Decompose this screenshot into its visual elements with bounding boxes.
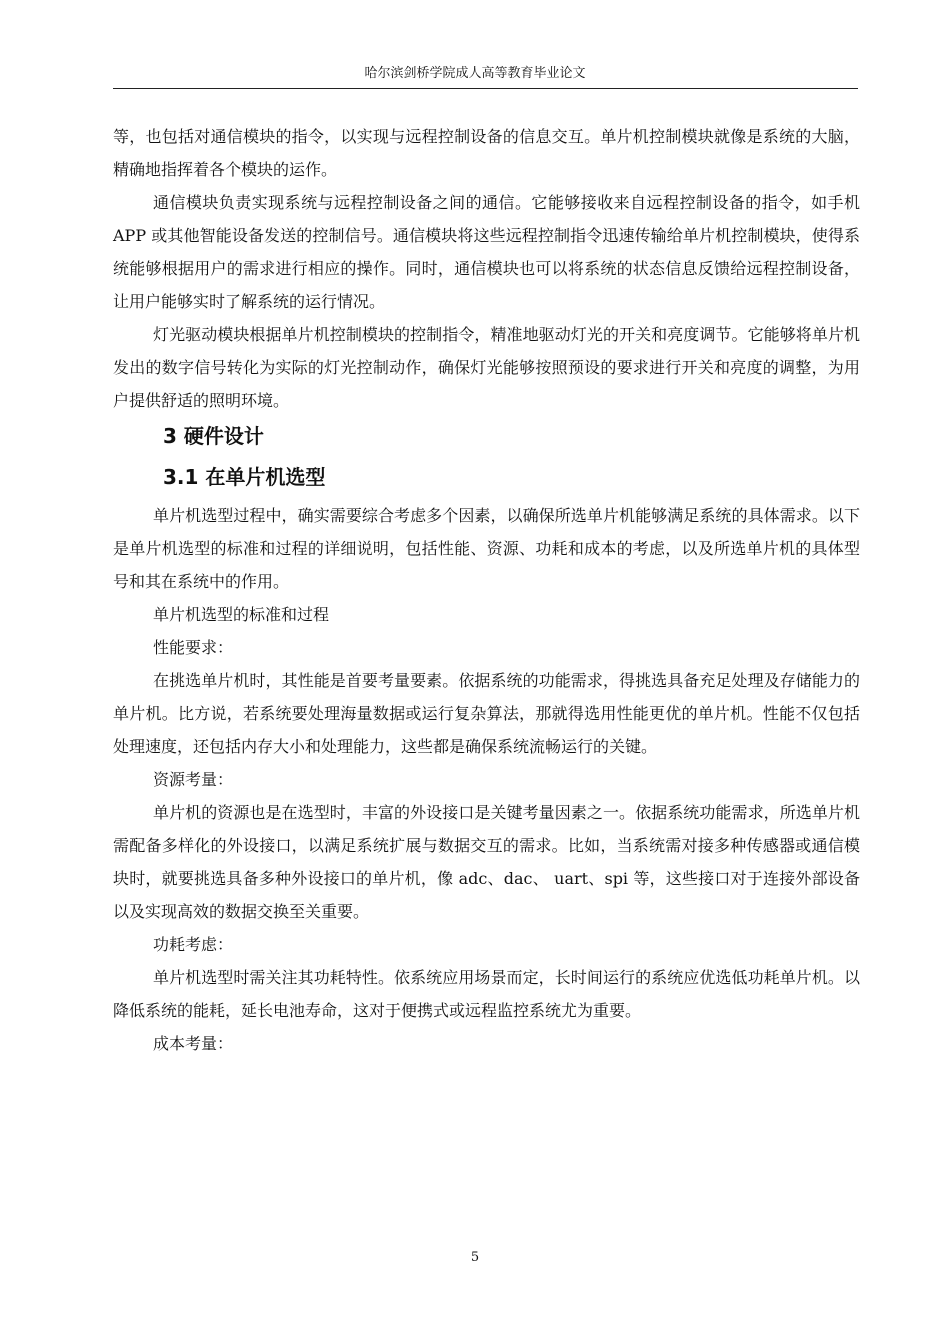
paragraph-performance: 在挑选单片机时，其性能是首要考量要素。依据系统的功能需求，得挑选具备充足处理及存储能力的单片机。比方说，若系统要处理海量数据或运行复杂算法，那就得选用性能更优的单片机。性能不仅包括处理速度，还包括内存大小和处理能力，这些都是确保系统流畅运行的关键。: [113, 671, 860, 756]
paragraph-mcu-selection-intro: 单片机选型过程中，确实需要综合考虑多个因素，以确保所选单片机能够满足系统的具体需求。以下是单片机选型的标准和过程的详细说明，包括性能、资源、功耗和成本的考虑，以及所选单片机的具体型号和其在系统中的作用。: [113, 506, 860, 591]
paragraph-resources: 单片机的资源也是在选型时，丰富的外设接口是关键考量因素之一。依据系统功能需求，所选单片机需配备多样化的外设接口，以满足系统扩展与数据交互的需求。比如，当系统需对接多种传感器或通信模块时，就要挑选具备多种外设接口的单片机，像 adc、dac、 uart、spi 等，这些接口对于连接外部设备以及实现高效的数据交换至关重要。: [113, 803, 860, 921]
page-header: 哈尔滨剑桥学院成人高等教育毕业论文: [364, 66, 586, 81]
paragraph-continuation: 等，也包括对通信模块的指令，以实现与远程控制设备的信息交互。单片机控制模块就像是系统的大脑，精确地指挥着各个模块的运作。: [113, 127, 860, 179]
paragraph-power: 单片机选型时需关注其功耗特性。依系统应用场景而定，长时间运行的系统应优选低功耗单片机。以降低系统的能耗，延长电池寿命，这对于便携式或远程监控系统尤为重要。: [113, 968, 860, 1020]
label-performance: 性能要求：: [153, 638, 234, 657]
label-resources: 资源考量：: [153, 770, 234, 789]
paragraph-light-driver-module: 灯光驱动模块根据单片机控制模块的控制指令，精准地驱动灯光的开关和亮度调节。它能够将单片机发出的数字信号转化为实际的灯光控制动作，确保灯光能够按照预设的要求进行开关和亮度的调整，为用户提供舒适的照明环境。: [113, 325, 860, 410]
label-cost: 成本考量：: [153, 1034, 234, 1053]
section-heading: 3 硬件设计: [163, 424, 264, 448]
label-selection-criteria: 单片机选型的标准和过程: [153, 605, 330, 624]
page-body: [113, 120, 860, 1060]
header-rule: [113, 88, 858, 89]
paragraph-communication-module: 通信模块负责实现系统与远程控制设备之间的通信。它能够接收来自远程控制设备的指令，如手机 APP 或其他智能设备发送的控制信号。通信模块将这些远程控制指令迅速传输给单片机控制模块，使得系统能够根据用户的需求进行相应的操作。同时，通信模块也可以将系统的状态信息反馈给远程控制设备，让用户能够实时了解系统的运行情况。: [113, 193, 860, 311]
label-power: 功耗考虑：: [153, 935, 234, 954]
page-number: 5: [470, 1250, 480, 1265]
subsection-heading: 3.1 在单片机选型: [163, 465, 326, 489]
